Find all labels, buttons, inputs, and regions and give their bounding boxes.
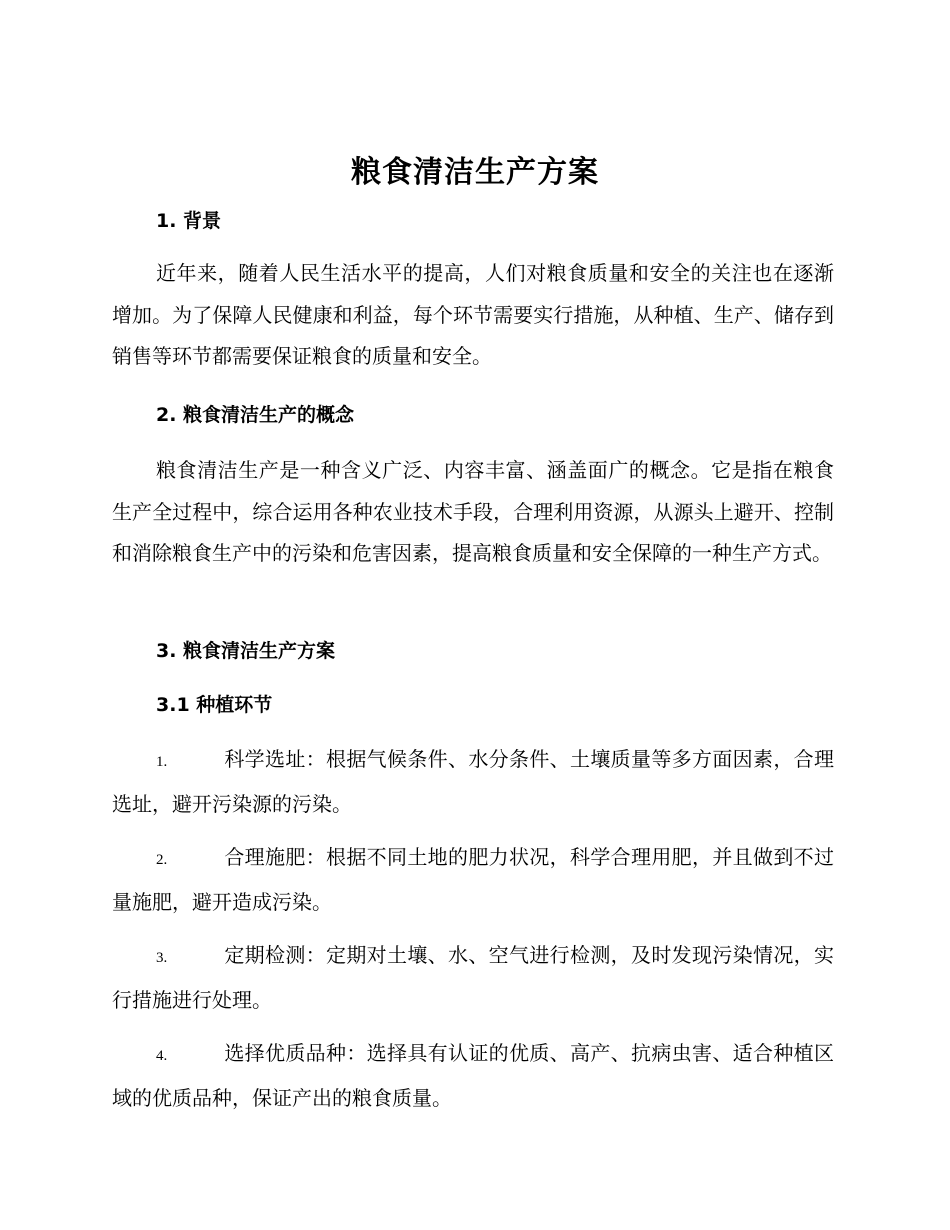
list-item [112, 837, 834, 923]
list-item [112, 739, 834, 825]
list-item-number: 3. [156, 950, 168, 966]
list-item [112, 935, 834, 1021]
section-heading-concept: 2. 粮食清洁生产的概念 [156, 404, 355, 426]
section-heading-plan: 3. 粮食清洁生产方案 [156, 640, 336, 662]
list-item [112, 1033, 834, 1119]
list-item-number: 4. [156, 1048, 168, 1064]
subsection-heading-planting: 3.1 种植环节 [156, 694, 273, 716]
section-heading-background: 1. 背景 [156, 210, 222, 232]
concept-paragraph: 粮食清洁生产是一种含义广泛、内容丰富、涵盖面广的概念。它是指在粮食生产全过程中，综合运用各种农业技术手段，合理利用资源，从源头上避开、控制和消除粮食生产中的污染和危害因素，提高粮食质量和安全保障的一种生产方式。 [112, 458, 834, 565]
list-item-text: 选择优质品种：选择具有认证的优质、高产、抗病虫害、适合种植区域的优质品种，保证产出的粮食质量。 [112, 1041, 834, 1110]
list-item-text: 合理施肥：根据不同土地的肥力状况，科学合理用肥，并且做到不过量施肥，避开造成污染。 [112, 845, 834, 914]
list-item-text: 定期检测：定期对土壤、水、空气进行检测，及时发现污染情况，实行措施进行处理。 [112, 943, 834, 1012]
list-item-number: 1. [156, 754, 168, 770]
list-item-text: 科学选址：根据气候条件、水分条件、土壤质量等多方面因素，合理选址，避开污染源的污染。 [112, 747, 834, 816]
background-paragraph: 近年来，随着人民生活水平的提高，人们对粮食质量和安全的关注也在逐渐增加。为了保障人民健康和利益，每个环节需要实行措施，从种植、生产、储存到销售等环节都需要保证粮食的质量和安全。 [112, 261, 834, 368]
document-title: 粮食清洁生产方案 [351, 155, 599, 190]
list-item-number: 2. [156, 852, 168, 868]
